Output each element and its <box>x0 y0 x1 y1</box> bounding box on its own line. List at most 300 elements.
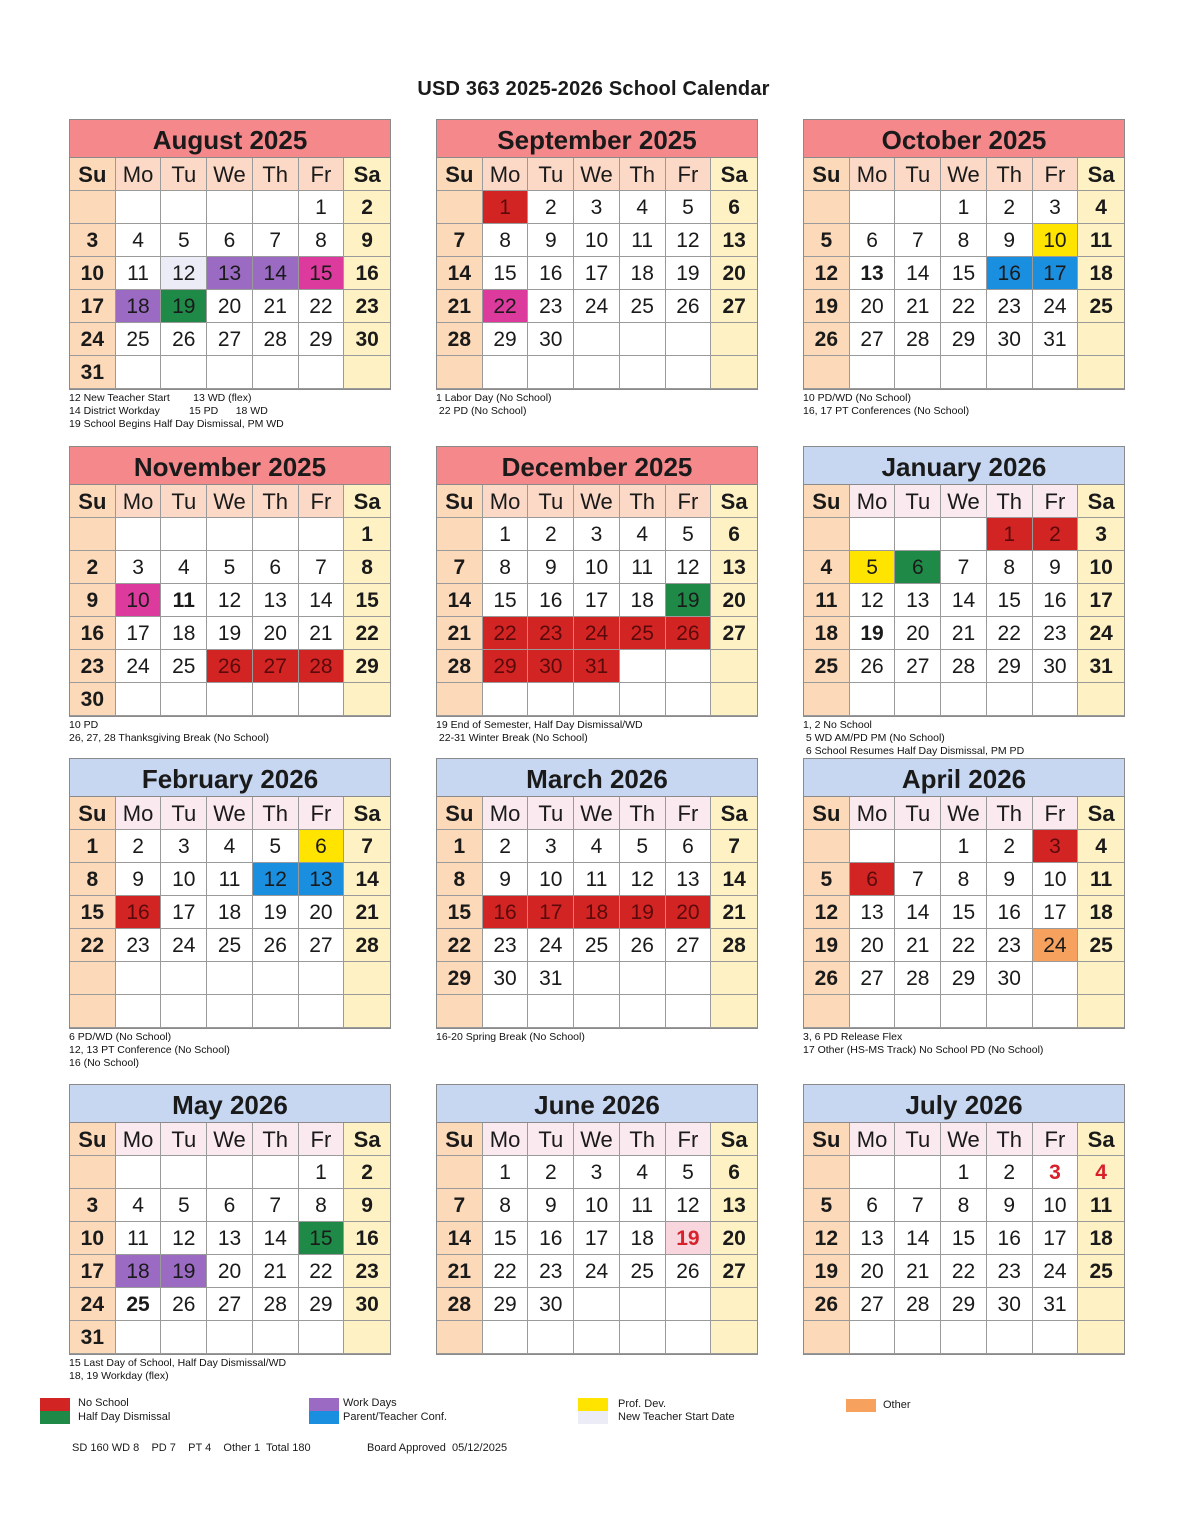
day-cell: 30 <box>1033 650 1079 683</box>
day-cell: 20 <box>253 617 299 650</box>
month-notes: 16-20 Spring Break (No School) <box>436 1031 585 1043</box>
day-cell: 1 <box>483 518 529 551</box>
empty-cell <box>70 191 116 224</box>
day-header: Th <box>253 158 299 191</box>
day-cell: 9 <box>344 224 390 257</box>
empty-cell <box>850 995 896 1028</box>
day-cell: 25 <box>620 290 666 323</box>
day-cell: 21 <box>253 290 299 323</box>
empty-cell <box>987 995 1033 1028</box>
day-header: Fr <box>666 485 712 518</box>
day-cell: 18 <box>207 896 253 929</box>
day-cell: 5 <box>804 224 850 257</box>
empty-cell <box>574 962 620 995</box>
day-cell: 13 <box>850 257 896 290</box>
day-cell: 15 <box>987 584 1033 617</box>
empty-cell <box>895 995 941 1028</box>
day-cell: 26 <box>850 650 896 683</box>
empty-cell <box>528 995 574 1028</box>
day-cell: 21 <box>437 1255 483 1288</box>
day-cell: 23 <box>987 1255 1033 1288</box>
day-cell: 12 <box>804 896 850 929</box>
day-cell: 28 <box>895 962 941 995</box>
day-header: Su <box>437 158 483 191</box>
empty-cell <box>574 995 620 1028</box>
day-cell: 31 <box>70 1321 116 1354</box>
day-cell: 14 <box>895 257 941 290</box>
day-cell: 14 <box>299 584 345 617</box>
day-cell: 11 <box>161 584 207 617</box>
day-cell: 23 <box>528 290 574 323</box>
empty-cell <box>711 1288 757 1321</box>
empty-cell <box>299 1321 345 1354</box>
month-notes: 1, 2 No School 5 WD AM/PD PM (No School) 6 School Resumes Half Day Dismissal, PM PD <box>803 719 1025 757</box>
day-cell: 1 <box>344 518 390 551</box>
day-cell: 18 <box>620 584 666 617</box>
legend-label-work-days: Work Days <box>343 1397 397 1409</box>
empty-cell <box>666 1321 712 1354</box>
day-cell: 14 <box>941 584 987 617</box>
day-cell: 10 <box>1033 1189 1079 1222</box>
empty-cell <box>1078 356 1124 389</box>
legend-label-other: Other <box>883 1399 911 1411</box>
day-cell: 6 <box>299 830 345 863</box>
day-cell: 16 <box>987 896 1033 929</box>
day-cell: 13 <box>299 863 345 896</box>
month-notes: 10 PD/WD (No School) 16, 17 PT Conferences (No School) <box>803 392 970 417</box>
day-cell: 5 <box>804 863 850 896</box>
day-cell: 29 <box>344 650 390 683</box>
legend-label-prof-dev: Prof. Dev. <box>618 1398 667 1410</box>
day-header: Sa <box>711 797 757 830</box>
day-header: Mo <box>850 158 896 191</box>
empty-cell <box>483 1321 529 1354</box>
day-cell: 15 <box>941 1222 987 1255</box>
day-cell: 29 <box>483 323 529 356</box>
empty-cell <box>850 1156 896 1189</box>
empty-cell <box>941 683 987 716</box>
day-cell: 26 <box>666 290 712 323</box>
day-cell: 4 <box>207 830 253 863</box>
day-cell: 16 <box>70 617 116 650</box>
legend-swatch-other <box>846 1399 876 1412</box>
day-cell: 7 <box>895 224 941 257</box>
day-cell: 18 <box>116 290 162 323</box>
day-header: We <box>207 797 253 830</box>
empty-cell <box>804 1321 850 1354</box>
day-cell: 23 <box>1033 617 1079 650</box>
day-cell: 17 <box>116 617 162 650</box>
day-cell: 19 <box>804 929 850 962</box>
day-cell: 5 <box>804 1189 850 1222</box>
day-cell: 23 <box>528 617 574 650</box>
day-cell: 19 <box>161 1255 207 1288</box>
day-cell: 29 <box>299 1288 345 1321</box>
empty-cell <box>161 1156 207 1189</box>
empty-cell <box>895 1156 941 1189</box>
day-cell: 25 <box>620 617 666 650</box>
day-cell: 20 <box>850 290 896 323</box>
day-cell: 17 <box>70 1255 116 1288</box>
day-cell: 19 <box>666 257 712 290</box>
day-cell: 21 <box>437 617 483 650</box>
empty-cell <box>620 995 666 1028</box>
day-cell: 25 <box>161 650 207 683</box>
day-cell: 25 <box>620 1255 666 1288</box>
day-header: Sa <box>1078 158 1124 191</box>
day-cell: 13 <box>711 224 757 257</box>
day-cell: 22 <box>70 929 116 962</box>
day-cell: 29 <box>299 323 345 356</box>
day-cell: 15 <box>70 896 116 929</box>
day-cell: 3 <box>1033 191 1079 224</box>
month-title: January 2026 <box>804 447 1124 485</box>
day-cell: 14 <box>895 1222 941 1255</box>
day-cell: 15 <box>437 896 483 929</box>
day-cell: 18 <box>574 896 620 929</box>
empty-cell <box>1033 356 1079 389</box>
day-cell: 20 <box>207 1255 253 1288</box>
empty-cell <box>666 650 712 683</box>
day-cell: 22 <box>299 290 345 323</box>
day-cell: 1 <box>941 830 987 863</box>
day-cell: 17 <box>528 896 574 929</box>
legend-swatch-pt-conf <box>309 1411 339 1424</box>
day-header: Fr <box>1033 485 1079 518</box>
empty-cell <box>620 1321 666 1354</box>
day-cell: 12 <box>207 584 253 617</box>
empty-cell <box>253 356 299 389</box>
day-cell: 18 <box>620 257 666 290</box>
day-cell: 12 <box>804 1222 850 1255</box>
day-header: Tu <box>161 485 207 518</box>
empty-cell <box>207 1156 253 1189</box>
day-cell: 3 <box>161 830 207 863</box>
empty-cell <box>620 323 666 356</box>
day-cell: 31 <box>528 962 574 995</box>
month-title: February 2026 <box>70 759 390 797</box>
day-cell: 22 <box>941 290 987 323</box>
day-cell: 16 <box>116 896 162 929</box>
day-header: Fr <box>299 1123 345 1156</box>
legend-swatch-no-school <box>40 1398 70 1411</box>
day-header: Tu <box>895 485 941 518</box>
day-cell: 2 <box>1033 518 1079 551</box>
month-notes: 15 Last Day of School, Half Day Dismissal/WD 18, 19 Workday (flex) <box>69 1357 287 1382</box>
month-jul <box>803 1084 1125 1355</box>
day-header: Sa <box>344 1123 390 1156</box>
day-cell: 20 <box>850 1255 896 1288</box>
empty-cell <box>299 962 345 995</box>
day-header: Sa <box>344 158 390 191</box>
empty-cell <box>850 191 896 224</box>
day-cell: 1 <box>483 1156 529 1189</box>
day-header: Th <box>253 1123 299 1156</box>
day-cell: 10 <box>1033 224 1079 257</box>
day-cell: 12 <box>161 1222 207 1255</box>
day-cell: 7 <box>437 224 483 257</box>
month-apr <box>803 758 1125 1029</box>
day-cell: 28 <box>895 323 941 356</box>
empty-cell <box>161 962 207 995</box>
month-title: July 2026 <box>804 1085 1124 1123</box>
empty-cell <box>344 683 390 716</box>
day-header: Mo <box>483 797 529 830</box>
day-cell: 23 <box>528 1255 574 1288</box>
empty-cell <box>1078 1321 1124 1354</box>
day-cell: 24 <box>528 929 574 962</box>
day-cell: 28 <box>941 650 987 683</box>
day-cell: 8 <box>987 551 1033 584</box>
day-cell: 31 <box>1033 323 1079 356</box>
day-cell: 6 <box>711 191 757 224</box>
day-cell: 27 <box>895 650 941 683</box>
day-cell: 10 <box>70 257 116 290</box>
empty-cell <box>483 683 529 716</box>
footer-board-approved: Board Approved 05/12/2025 <box>367 1442 508 1454</box>
day-cell: 7 <box>711 830 757 863</box>
day-cell: 9 <box>987 1189 1033 1222</box>
empty-cell <box>207 518 253 551</box>
empty-cell <box>161 191 207 224</box>
day-cell: 11 <box>620 224 666 257</box>
empty-cell <box>711 323 757 356</box>
day-header: Su <box>804 797 850 830</box>
day-header: Mo <box>483 1123 529 1156</box>
day-cell: 27 <box>711 617 757 650</box>
day-cell: 19 <box>666 584 712 617</box>
day-cell: 31 <box>1078 650 1124 683</box>
day-cell: 27 <box>850 1288 896 1321</box>
legend-label-pt-conf: Parent/Teacher Conf. <box>343 1411 447 1423</box>
day-cell: 7 <box>895 863 941 896</box>
day-cell: 19 <box>620 896 666 929</box>
empty-cell <box>666 683 712 716</box>
day-cell: 5 <box>161 1189 207 1222</box>
day-cell: 19 <box>207 617 253 650</box>
day-header: Th <box>987 797 1033 830</box>
day-cell: 30 <box>528 650 574 683</box>
day-header: Th <box>253 485 299 518</box>
empty-cell <box>711 650 757 683</box>
day-header: Tu <box>895 158 941 191</box>
month-feb <box>69 758 391 1029</box>
month-notes: 6 PD/WD (No School) 12, 13 PT Conference (No School) 16 (No School) <box>69 1031 230 1069</box>
day-cell: 15 <box>483 257 529 290</box>
day-cell: 11 <box>1078 1189 1124 1222</box>
empty-cell <box>804 995 850 1028</box>
day-cell: 29 <box>483 650 529 683</box>
month-dec <box>436 446 758 717</box>
day-cell: 9 <box>483 863 529 896</box>
day-cell: 26 <box>253 929 299 962</box>
day-cell: 21 <box>895 929 941 962</box>
empty-cell <box>483 995 529 1028</box>
month-oct <box>803 119 1125 390</box>
day-cell: 19 <box>666 1222 712 1255</box>
empty-cell <box>620 962 666 995</box>
legend-label-new-teacher: New Teacher Start Date <box>618 1411 735 1423</box>
empty-cell <box>116 1321 162 1354</box>
day-cell: 3 <box>1033 1156 1079 1189</box>
empty-cell <box>941 356 987 389</box>
day-header: We <box>574 158 620 191</box>
empty-cell <box>344 962 390 995</box>
day-cell: 24 <box>1033 1255 1079 1288</box>
day-cell: 10 <box>528 863 574 896</box>
legend-swatch-new-teacher <box>578 1411 608 1424</box>
day-cell: 13 <box>207 257 253 290</box>
month-days-grid <box>437 1123 757 1354</box>
day-cell: 8 <box>483 224 529 257</box>
day-cell: 26 <box>804 962 850 995</box>
day-cell: 25 <box>1078 1255 1124 1288</box>
day-header: Su <box>437 485 483 518</box>
day-cell: 4 <box>620 518 666 551</box>
day-cell: 23 <box>116 929 162 962</box>
day-cell: 20 <box>666 896 712 929</box>
day-header: Mo <box>850 797 896 830</box>
day-cell: 27 <box>299 929 345 962</box>
day-cell: 27 <box>711 1255 757 1288</box>
day-cell: 9 <box>70 584 116 617</box>
empty-cell <box>574 356 620 389</box>
day-cell: 4 <box>574 830 620 863</box>
empty-cell <box>437 518 483 551</box>
day-cell: 10 <box>574 224 620 257</box>
day-cell: 3 <box>70 224 116 257</box>
day-cell: 22 <box>483 1255 529 1288</box>
day-cell: 9 <box>1033 551 1079 584</box>
day-cell: 8 <box>344 551 390 584</box>
day-cell: 13 <box>850 1222 896 1255</box>
day-cell: 8 <box>437 863 483 896</box>
empty-cell <box>253 1156 299 1189</box>
day-cell: 22 <box>299 1255 345 1288</box>
empty-cell <box>437 1156 483 1189</box>
empty-cell <box>711 356 757 389</box>
empty-cell <box>850 1321 896 1354</box>
day-cell: 7 <box>253 224 299 257</box>
day-cell: 19 <box>161 290 207 323</box>
day-header: Tu <box>895 797 941 830</box>
day-cell: 21 <box>895 290 941 323</box>
footer-totals: SD 160 WD 8 PD 7 PT 4 Other 1 Total 180 <box>72 1442 311 1454</box>
day-cell: 4 <box>161 551 207 584</box>
day-cell: 1 <box>299 1156 345 1189</box>
empty-cell <box>850 356 896 389</box>
empty-cell <box>895 356 941 389</box>
day-cell: 15 <box>344 584 390 617</box>
day-header: We <box>574 1123 620 1156</box>
day-header: Su <box>804 485 850 518</box>
legend-swatch-half-day <box>40 1411 70 1424</box>
day-cell: 22 <box>483 290 529 323</box>
empty-cell <box>207 1321 253 1354</box>
day-cell: 2 <box>987 1156 1033 1189</box>
day-cell: 8 <box>70 863 116 896</box>
empty-cell <box>70 1156 116 1189</box>
day-cell: 26 <box>161 323 207 356</box>
empty-cell <box>574 683 620 716</box>
month-title: November 2025 <box>70 447 390 485</box>
day-cell: 21 <box>437 290 483 323</box>
empty-cell <box>711 962 757 995</box>
day-cell: 27 <box>711 290 757 323</box>
day-cell: 12 <box>804 257 850 290</box>
empty-cell <box>711 683 757 716</box>
day-cell: 18 <box>1078 1222 1124 1255</box>
day-cell: 11 <box>116 1222 162 1255</box>
day-cell: 3 <box>574 518 620 551</box>
day-cell: 12 <box>253 863 299 896</box>
day-cell: 3 <box>528 830 574 863</box>
day-cell: 11 <box>1078 863 1124 896</box>
month-days-grid <box>804 485 1124 716</box>
day-cell: 14 <box>895 896 941 929</box>
empty-cell <box>437 191 483 224</box>
empty-cell <box>1033 995 1079 1028</box>
empty-cell <box>70 962 116 995</box>
empty-cell <box>161 995 207 1028</box>
empty-cell <box>666 962 712 995</box>
month-days-grid <box>804 797 1124 1028</box>
day-cell: 2 <box>987 191 1033 224</box>
day-cell: 13 <box>850 896 896 929</box>
day-cell: 18 <box>116 1255 162 1288</box>
month-title: September 2025 <box>437 120 757 158</box>
day-cell: 1 <box>437 830 483 863</box>
day-cell: 21 <box>344 896 390 929</box>
empty-cell <box>437 1321 483 1354</box>
day-cell: 12 <box>666 224 712 257</box>
day-header: Sa <box>711 485 757 518</box>
day-cell: 24 <box>70 1288 116 1321</box>
empty-cell <box>804 356 850 389</box>
day-cell: 23 <box>987 929 1033 962</box>
empty-cell <box>666 995 712 1028</box>
day-cell: 2 <box>528 1156 574 1189</box>
day-cell: 7 <box>344 830 390 863</box>
day-cell: 11 <box>620 551 666 584</box>
month-days-grid <box>70 485 390 716</box>
day-cell: 9 <box>528 1189 574 1222</box>
empty-cell <box>711 1321 757 1354</box>
day-cell: 24 <box>1033 290 1079 323</box>
day-cell: 3 <box>574 1156 620 1189</box>
month-days-grid <box>70 1123 390 1354</box>
day-cell: 7 <box>437 1189 483 1222</box>
day-cell: 6 <box>850 224 896 257</box>
day-cell: 4 <box>804 551 850 584</box>
day-cell: 16 <box>1033 584 1079 617</box>
day-cell: 25 <box>574 929 620 962</box>
day-header: Th <box>987 158 1033 191</box>
empty-cell <box>895 191 941 224</box>
day-cell: 4 <box>620 191 666 224</box>
day-cell: 5 <box>207 551 253 584</box>
day-cell: 24 <box>161 929 207 962</box>
empty-cell <box>941 995 987 1028</box>
day-cell: 19 <box>253 896 299 929</box>
day-header: We <box>941 797 987 830</box>
empty-cell <box>620 1288 666 1321</box>
day-cell: 1 <box>987 518 1033 551</box>
day-cell: 16 <box>528 257 574 290</box>
day-cell: 10 <box>70 1222 116 1255</box>
day-header: Th <box>620 797 666 830</box>
day-header: Su <box>70 1123 116 1156</box>
